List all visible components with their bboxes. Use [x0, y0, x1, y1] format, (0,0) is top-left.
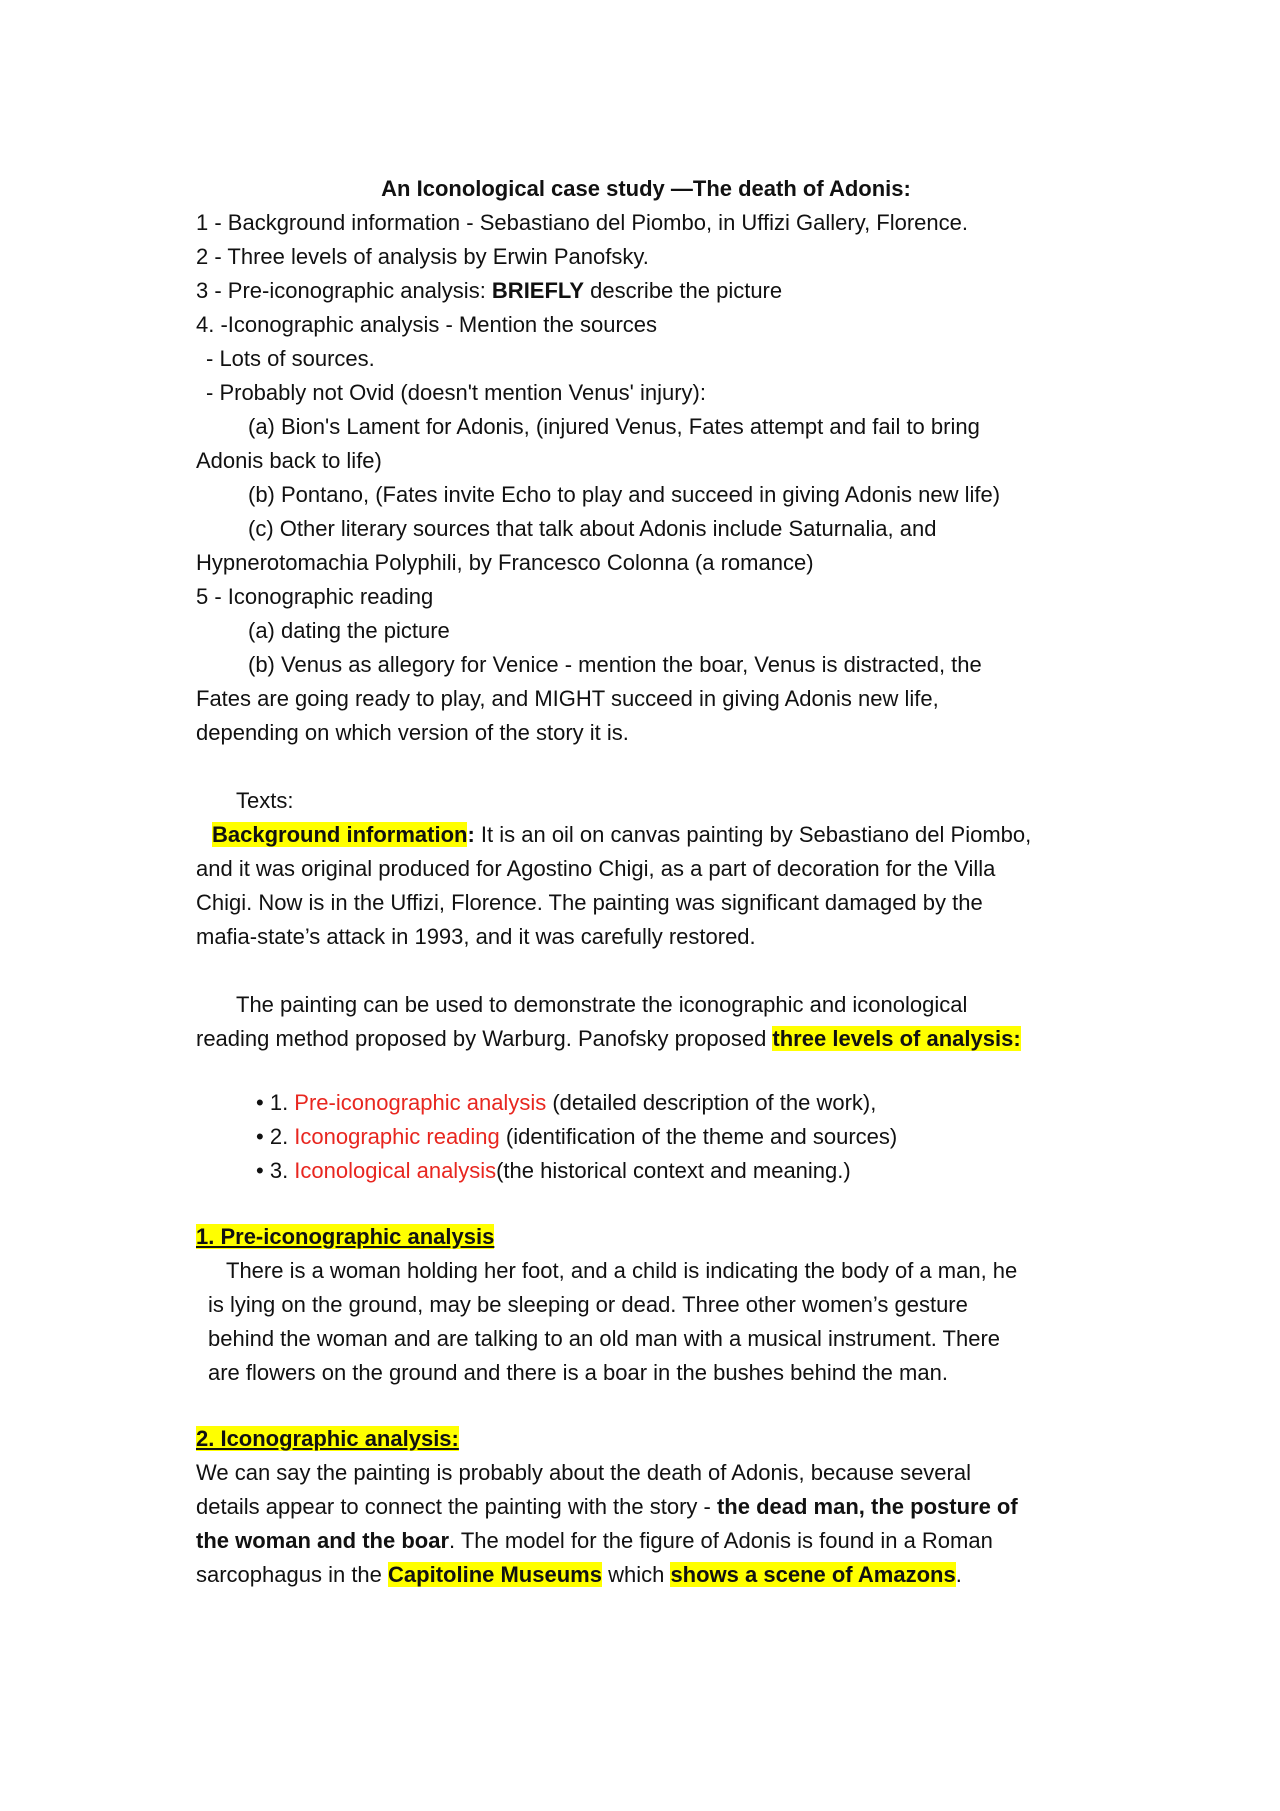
outline-item-4-c-line1: (c) Other literary sources that talk about Adonis include Saturnalia, and — [248, 516, 937, 541]
section2-heading: 2. Iconographic analysis: — [196, 1426, 459, 1451]
method-line1: The painting can be used to demonstrate the iconographic and iconological — [236, 992, 968, 1017]
background-info-line2: and it was original produced for Agostino Chigi, as a part of decoration for the Villa — [196, 856, 996, 881]
outline-item-4-sub1: - Lots of sources. — [206, 346, 375, 371]
bullet-icon: • — [256, 1158, 264, 1183]
outline-item-3: 3 - Pre-iconographic analysis: BRIEFLY describe the picture — [196, 278, 783, 303]
texts-heading: Texts: — [236, 788, 294, 813]
outline-item-4: 4. -Iconographic analysis - Mention the sources — [196, 312, 658, 337]
level-item-3: • 3. Iconological analysis(the historical context and meaning.) — [256, 1158, 851, 1183]
bullet-icon: • — [256, 1090, 264, 1115]
section1-heading: 1. Pre-iconographic analysis — [196, 1224, 495, 1249]
outline-item-5-b-line3: depending on which version of the story it is. — [196, 720, 629, 745]
outline-item-5-b-line2: Fates are going ready to play, and MIGHT succeed in giving Adonis new life, — [196, 686, 939, 711]
document-page — [196, 172, 1096, 1592]
bullet-icon: • — [256, 1124, 264, 1149]
spacer — [196, 1188, 1096, 1220]
outline-item-5-a: (a) dating the picture — [248, 618, 450, 643]
section1-line2: is lying on the ground, may be sleeping or dead. Three other women’s gesture — [208, 1292, 968, 1317]
outline-item-4-a-line1: (a) Bion's Lament for Adonis, (injured Venus, Fates attempt and fail to bring — [248, 414, 980, 439]
outline-item-5-b-line1: (b) Venus as allegory for Venice - mention the boar, Venus is distracted, the — [248, 652, 982, 677]
background-info-label: Background information — [212, 822, 468, 847]
amazons-highlight: shows a scene of Amazons — [670, 1562, 956, 1587]
section2-line1: We can say the painting is probably about the death of Adonis, because several — [196, 1460, 971, 1485]
outline-item-1: 1 - Background information - Sebastiano del Piombo, in Uffizi Gallery, Florence. — [196, 210, 968, 235]
section1-line1: There is a woman holding her foot, and a child is indicating the body of a man, he — [226, 1258, 1018, 1283]
section1-line3: behind the woman and are talking to an old man with a musical instrument. There — [208, 1326, 1001, 1351]
level-item-1: • 1. Pre-iconographic analysis (detailed description of the work), — [256, 1090, 877, 1115]
outline-item-4-a-line2: Adonis back to life) — [196, 448, 382, 473]
spacer — [196, 1056, 1096, 1086]
spacer — [196, 1390, 1096, 1422]
outline-item-2: 2 - Three levels of analysis by Erwin Panofsky. — [196, 244, 649, 269]
background-info-line4: mafia-state’s attack in 1993, and it was carefully restored. — [196, 924, 756, 949]
method-line2: reading method proposed by Warburg. Panofsky proposed three levels of analysis: — [196, 1026, 1021, 1051]
document-title: An Iconological case study —The death of Adonis: — [381, 176, 911, 201]
outline-item-4-b: (b) Pontano, (Fates invite Echo to play and succeed in giving Adonis new life) — [248, 482, 1001, 507]
spacer — [196, 954, 1096, 988]
section1-heading-line — [196, 1220, 1096, 1254]
background-info-line3: Chigi. Now is in the Uffizi, Florence. The painting was significant damaged by the — [196, 890, 983, 915]
three-levels-highlight: three levels of analysis: — [772, 1026, 1021, 1051]
section2-heading-line — [196, 1422, 1096, 1456]
outline-item-5: 5 - Iconographic reading — [196, 584, 434, 609]
spacer — [196, 750, 1096, 784]
outline-item-4-sub2: - Probably not Ovid (doesn't mention Venus' injury): — [206, 380, 706, 405]
section2-line4: sarcophagus in the Capitoline Museums which shows a scene of Amazons. — [196, 1562, 962, 1587]
capitoline-highlight: Capitoline Museums — [388, 1562, 602, 1587]
outline-item-4-c-line2: Hypnerotomachia Polyphili, by Francesco Colonna (a romance) — [196, 550, 814, 575]
level-item-2: • 2. Iconographic reading (identification of the theme and sources) — [256, 1124, 898, 1149]
section2-line3: the woman and the boar. The model for the figure of Adonis is found in a Roman — [196, 1528, 993, 1553]
background-info-line1: Background information: It is an oil on canvas painting by Sebastiano del Piombo, — [212, 822, 1032, 847]
section1-line4: are flowers on the ground and there is a boar in the bushes behind the man. — [208, 1360, 948, 1385]
section2-line2: details appear to connect the painting with the story - the dead man, the posture of — [196, 1494, 1018, 1519]
